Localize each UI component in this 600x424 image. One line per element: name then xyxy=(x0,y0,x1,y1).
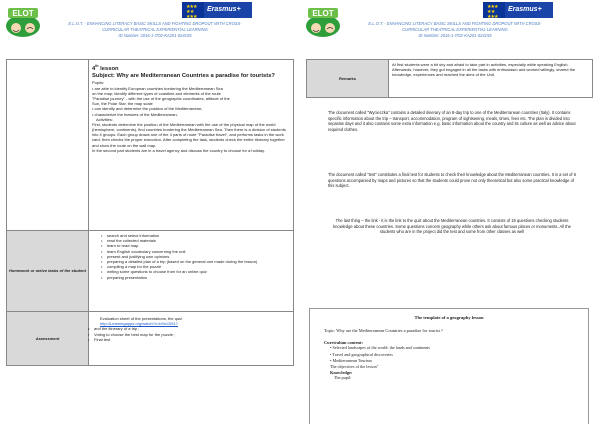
activities-label: Activities: xyxy=(96,116,113,122)
remarks-label: Remarks xyxy=(307,60,389,98)
list-item: • preparing presentation xyxy=(99,275,290,280)
header-line-1: E.L.O.T. - ENHANCING LITERACY BASIC SKILLS AND FIGHTING DROPOUT WITH CROSS- xyxy=(368,21,542,26)
curriculum-label: Curriculum content: xyxy=(324,339,363,345)
list-item: • read the collected materials xyxy=(99,238,290,243)
list-item: • Final test xyxy=(86,337,290,342)
project-header xyxy=(40,21,270,39)
list-item: • search and select information xyxy=(99,233,290,238)
elot-logo xyxy=(3,4,43,38)
lesson-content-cell xyxy=(89,60,294,231)
list-item: • Travel and geographical discoveries xyxy=(330,351,393,357)
right-page xyxy=(300,0,600,424)
remarks-text: At first students were a bit shy and afraid to take part in activities, especially while speaking English. Afterwards, however, they got engaged in all the tasks with enthusiasm and worked willingly, shared the knowledge, experiences and reached the aims of the Unit. xyxy=(389,60,593,98)
eu-flag-icon: ★★★ ★ ★ ★★★ xyxy=(182,2,204,18)
header-line-3: ID Number: 2016-1-IT02-KA201-024155 xyxy=(418,32,492,38)
pupils-line: • characterize the features of the Mediterranean; xyxy=(92,111,178,117)
erasmus-label: Erasmus+ xyxy=(508,6,542,14)
pupils-line: Sun, the Polar Star, the map scale xyxy=(92,101,153,107)
list-item: • and the itinerary of a trip ; xyxy=(86,326,290,331)
knowledge-label: Knowledge: xyxy=(330,369,353,375)
test-paragraph: The document called "test" constitutes a final test for students to check their knowledge about the Mediterranean countries. It is a set of 6 questions accompanied by maps and pictures so that the students could prove not only theoretical but also some practical knowledge of this subject. xyxy=(328,172,576,189)
lesson-table xyxy=(6,59,294,366)
list-item: • present and justifying own opinions xyxy=(99,254,290,259)
quiz-link[interactable]: http://Learningapps.org/watch?v=b9n12i517 xyxy=(100,321,178,327)
pupils-line: on the map; identify different types of coastline and elements of the route xyxy=(92,90,221,96)
second-part-text: In the second part students are in a travel agency and discuss the country to choose for a holiday. xyxy=(92,147,265,153)
erasmus-banner xyxy=(483,2,553,18)
header-line-2: CURRICULAR THEATRICAL EXPERIENTIAL LEARNING xyxy=(402,26,508,32)
logo-text: ELOT xyxy=(312,9,334,18)
erasmus-banner xyxy=(182,2,252,18)
lesson-left-cell xyxy=(7,60,89,231)
elot-logo xyxy=(303,4,343,38)
project-header xyxy=(340,21,570,39)
pupils-label: Pupils: xyxy=(92,80,105,86)
geography-topic: Topic: Why are the Mediterranean Countries a paradise for tourist ? xyxy=(324,327,443,333)
header-line-2: CURRICULAR THEATRICAL EXPERIENTIAL LEARNING xyxy=(102,26,208,32)
homework-label: Homework or active tasks of the student xyxy=(7,231,89,312)
list-item: • Selected landscapes of the world: the lands and continents xyxy=(330,345,430,351)
homework-cell xyxy=(89,231,294,312)
list-item: • learn English vocabulary concerning the unit xyxy=(99,249,290,254)
assessment-label: Assessment xyxy=(7,312,89,366)
assessment-intro: Evaluation sheet of the presentations, the quiz xyxy=(100,316,183,321)
homework-list xyxy=(99,233,290,280)
pupils-line: • are able to identify European countries bordering the Mediterranean Sea xyxy=(92,85,223,91)
pupils-line: "Paradise journey" - with the use of the geographic coordinates, altitude of the xyxy=(92,95,230,101)
header-line-1: E.L.O.T. - ENHANCING LITERACY BASIC SKILLS AND FIGHTING DROPOUT WITH CROSS- xyxy=(68,21,242,26)
list-item: • compiling a map for the puzzle xyxy=(99,264,290,269)
list-item: • preparing a detailed plan of a trip (based on the general one made during the lesson) xyxy=(99,259,290,264)
curriculum-list xyxy=(330,345,588,364)
objectives-line: The objectives of the lesson" xyxy=(330,364,379,370)
eu-flag-icon: ★★★ ★ ★ ★★★ xyxy=(483,2,505,18)
remarks-table xyxy=(306,59,593,98)
quiz-link-paragraph: The last thing – the link - it is the link to the quiz about the Mediterranean countries. It consists of 19 questions checking students knowledge about these countries. Some questions concern geography while others ask about famous places or monuments. All the students who are in the project did the test and some from other classes as well xyxy=(333,218,571,235)
pupil-label: The pupil: xyxy=(334,375,352,381)
header-line-3: ID Number: 2016-1-IT02-KA201-024155 xyxy=(118,32,192,38)
list-item: • learn to read map xyxy=(99,243,290,248)
lesson-heading: 4th lesson Subject: Why are Mediterranean Countries a paradise for tourists? xyxy=(92,64,275,80)
lesson-subject: Subject: Why are Mediterranean Countries a paradise for tourists? xyxy=(92,73,275,80)
pupils-line: • can identify and determine the position of the Mediterranean; xyxy=(92,106,203,112)
assessment-list xyxy=(86,326,290,342)
erasmus-label: Erasmus+ xyxy=(207,6,241,14)
wycieczka-paragraph: The document called "Wycieczka" contains a detailed itinerary of an 8-day trip to one of the Mediterranean countries (Italy). It contains specific information about the trip – transport, accommodation, program of sightseeing, meals, times, fees etc. The plan is divided into separate days and it also contains some extra information e.g. basic information about the country and its culture as well as advice about required clothes. xyxy=(328,110,576,133)
geography-template-box xyxy=(309,308,589,424)
geography-template-title: The template of a geography lesson xyxy=(414,315,484,320)
list-item: • Voting to choose the best map for the puzzle ; xyxy=(86,332,290,337)
activities-text: First, students determine the position of the Mediterranean with the use of the physical map of the world (hemisphere, continents), find countries bordering the Mediterranean Sea. Then there is a division of students into 4 groups. Each group draws one of the 4 parts of route "Paradise travel", and performs tasks in the work card, then checks the proper execution. After completing the task, students check the entire itinerary together and show the route on the wall map. xyxy=(92,121,286,148)
assessment-cell xyxy=(89,312,294,366)
list-item: • writing some questions to choose from for an online quiz xyxy=(99,269,290,274)
logo-text: ELOT xyxy=(12,9,34,18)
list-item: • Mediterranean Tourism xyxy=(330,358,372,363)
